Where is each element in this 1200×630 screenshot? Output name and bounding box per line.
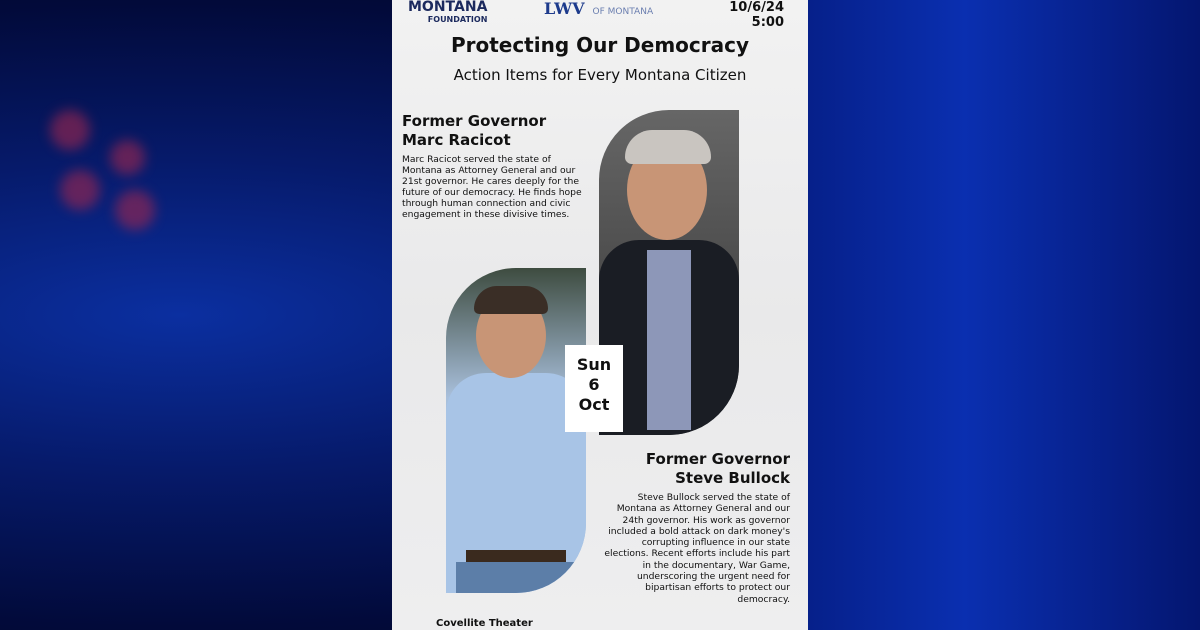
jeans xyxy=(456,562,576,593)
time: 5:00 xyxy=(751,15,784,30)
bokeh-light xyxy=(50,110,90,150)
lwv-logo xyxy=(544,0,653,21)
logo-text: LWV xyxy=(544,0,585,18)
speaker1-name xyxy=(402,112,546,150)
event-date-badge xyxy=(565,345,623,432)
logo-text: MONTANA xyxy=(408,0,488,15)
hair xyxy=(474,286,548,314)
speaker2-name xyxy=(646,450,790,488)
speaker2-fullname: Steve Bullock xyxy=(675,469,790,487)
month: Oct xyxy=(578,395,610,414)
hair xyxy=(625,130,711,164)
speaker2-title: Former Governor xyxy=(645,450,790,468)
event-time xyxy=(729,0,784,30)
speaker1-title: Former Governor xyxy=(402,112,547,130)
day-number: 6 xyxy=(588,375,600,394)
belt xyxy=(466,550,566,562)
montana-foundation-logo xyxy=(408,0,487,24)
background-right xyxy=(808,0,1200,630)
venue: Covellite Theater xyxy=(436,618,533,629)
logo-subtext: OF MONTANA xyxy=(592,7,654,17)
speaker1-bio: Marc Racicot served the state of Montana as Attorney General and our 21st governor. He cares deeply for the future of our democracy. He finds hope through human connection and civic engagement in these divisive times. xyxy=(402,154,582,220)
logo-subtext: FOUNDATION xyxy=(427,15,488,24)
bokeh-light xyxy=(115,190,155,230)
shirt xyxy=(647,250,691,430)
poster-subtitle: Action Items for Every Montana Citizen xyxy=(453,66,747,84)
bokeh-light xyxy=(110,140,145,175)
day: Sun xyxy=(576,355,612,374)
speaker2-bio: Steve Bullock served the state of Montana as Attorney General and our 24th governor. His work as governor included a bold attack on dark money's corrupting influence in our state elections. Recent efforts include his part in the documentary, War Game, underscoring the urgent need for bipartisan efforts to protect our democracy. xyxy=(604,492,790,605)
event-poster xyxy=(392,0,808,630)
date-short: 10/6/24 xyxy=(729,0,784,15)
speaker1-fullname: Marc Racicot xyxy=(402,131,511,149)
bokeh-light xyxy=(60,170,100,210)
poster-title: Protecting Our Democracy xyxy=(450,33,750,57)
